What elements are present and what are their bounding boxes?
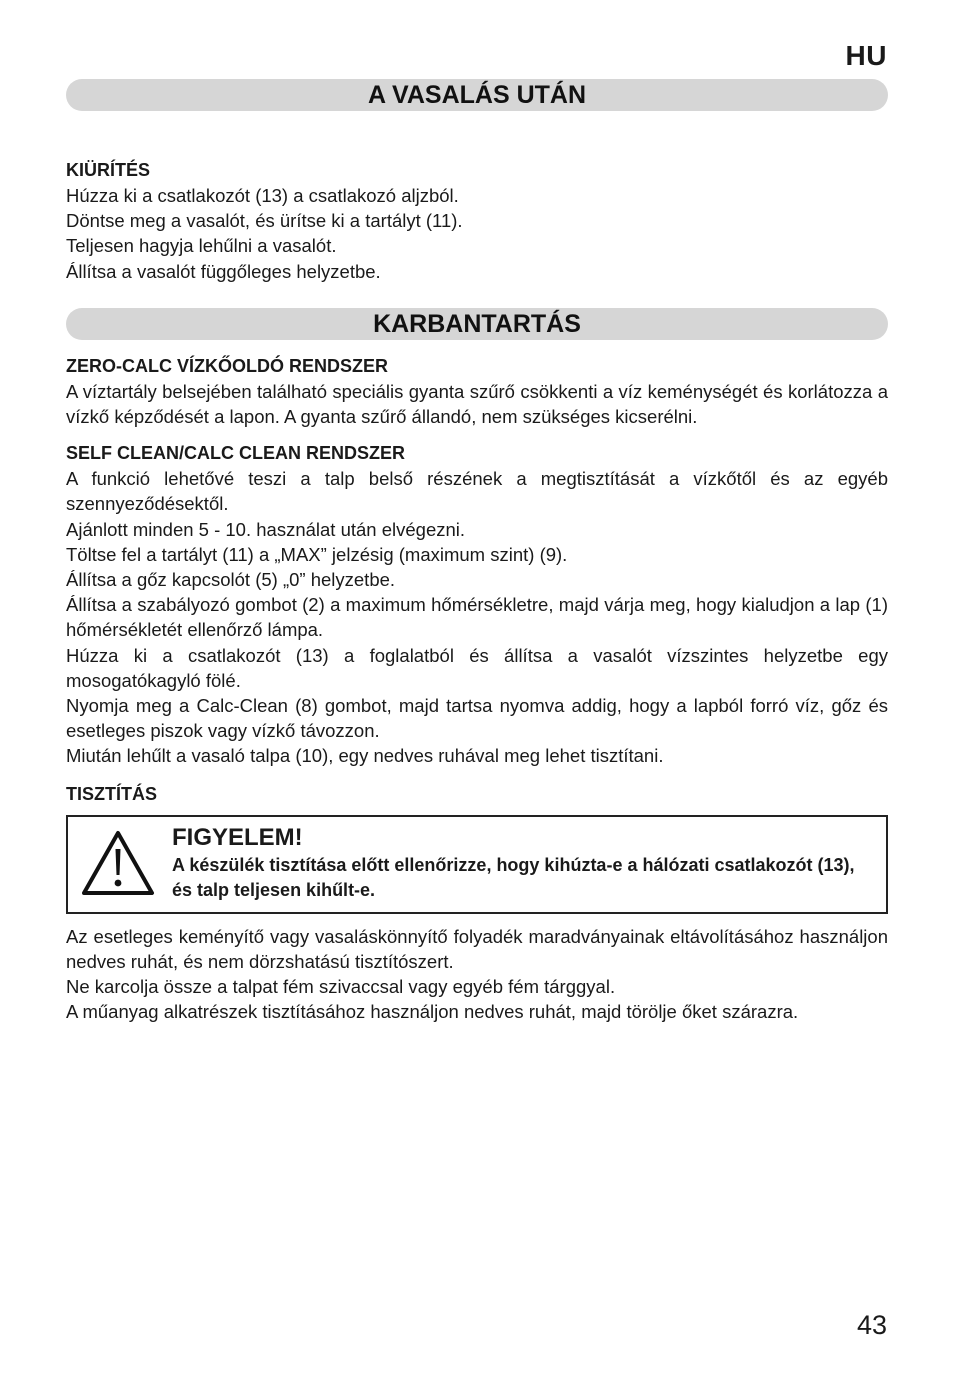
emptying-line-1: Húzza ki a csatlakozót (13) a csatlakozó aljzból.	[66, 185, 459, 206]
heading-cleaning: TISZTÍTÁS	[66, 783, 157, 804]
warning-triangle-icon	[80, 829, 156, 897]
heading-zero-calc: ZERO-CALC VÍZKŐOLDÓ RENDSZER	[66, 355, 388, 376]
cleaning-paragraph-1: Az esetleges keményítő vagy vasaláskönnyítő folyadék maradványainak eltávolításához használjon nedves ruhát, és nem dörzshatású tisztítószert.	[66, 925, 888, 972]
emptying-line-2: Döntse meg a vasalót, és ürítse ki a tartályt (11).	[66, 210, 463, 232]
warning-box	[66, 815, 888, 914]
page-number: 43	[856, 1310, 887, 1340]
emptying-line-4: Állítsa a vasalót függőleges helyzetbe.	[66, 260, 381, 282]
self-clean-paragraph-8: Miután lehűlt a vasaló talpa (10), egy nedves ruhával meg lehet tisztítani.	[66, 745, 664, 767]
self-clean-paragraph-2: Ajánlott minden 5 - 10. használat után elvégezni.	[66, 518, 466, 540]
zero-calc-text: A víztartály belsejében található speciális gyanta szűrő csökkenti a víz keménységét és korlátozza a vízkő képződését a lapon. A gyanta szűrő állandó, nem szükséges kicserélni.	[66, 380, 888, 428]
warning-body: A készülék tisztítása előtt ellenőrizze, hogy kihúzta-e a hálózati csatlakozót (13), és talp teljesen kihűlt-e.	[172, 854, 855, 900]
self-clean-paragraph-4: Állítsa a gőz kapcsolót (5) „0” helyzetbe.	[66, 569, 396, 591]
emptying-line-3: Teljesen hagyja lehűlni a vasalót.	[66, 235, 337, 257]
warning-text-block	[172, 823, 876, 903]
self-clean-paragraph-5: Állítsa a szabályozó gombot (2) a maximum hőmérsékletre, majd várja meg, hogy kialudjon a lap (1) hőmérsékletét ellenőrző lámpa.	[66, 594, 888, 641]
self-clean-paragraph-3: Töltse fel a tartályt (11) a „MAX” jelzésig (maximum szint) (9).	[66, 543, 568, 565]
self-clean-paragraph-1: A funkció lehetővé teszi a talp belső részének a megtisztítását a vízkőtől és az egyéb szennyeződésektől.	[66, 468, 888, 515]
language-code: HU	[845, 40, 887, 71]
heading-emptying: KIÜRÍTÉS	[66, 160, 151, 180]
section-title-after-ironing: A VASALÁS UTÁN	[66, 79, 888, 111]
section-title-maintenance: KARBANTARTÁS	[66, 308, 888, 340]
heading-self-clean: SELF CLEAN/CALC CLEAN RENDSZER	[66, 443, 406, 464]
warning-title: FIGYELEM!	[172, 823, 303, 851]
page-content	[66, 79, 888, 1024]
self-clean-paragraph-7: Nyomja meg a Calc-Clean (8) gombot, majd tartsa nyomva addig, hogy a lapból forró víz, gőz és esetleges piszok vagy vízkő távozzon.	[66, 695, 888, 742]
cleaning-paragraph-2: Ne karcolja össze a talpat fém szivaccsal vagy egyéb fém tárggyal.	[66, 976, 616, 998]
self-clean-paragraph-6: Húzza ki a csatlakozót (13) a foglalatból és állítsa a vasalót vízszintes helyzetbe egy mosogatókagyló fölé.	[66, 644, 888, 691]
cleaning-paragraph-3: A műanyag alkatrészek tisztításához használjon nedves ruhát, majd törölje őket szárazra.	[66, 1001, 799, 1023]
